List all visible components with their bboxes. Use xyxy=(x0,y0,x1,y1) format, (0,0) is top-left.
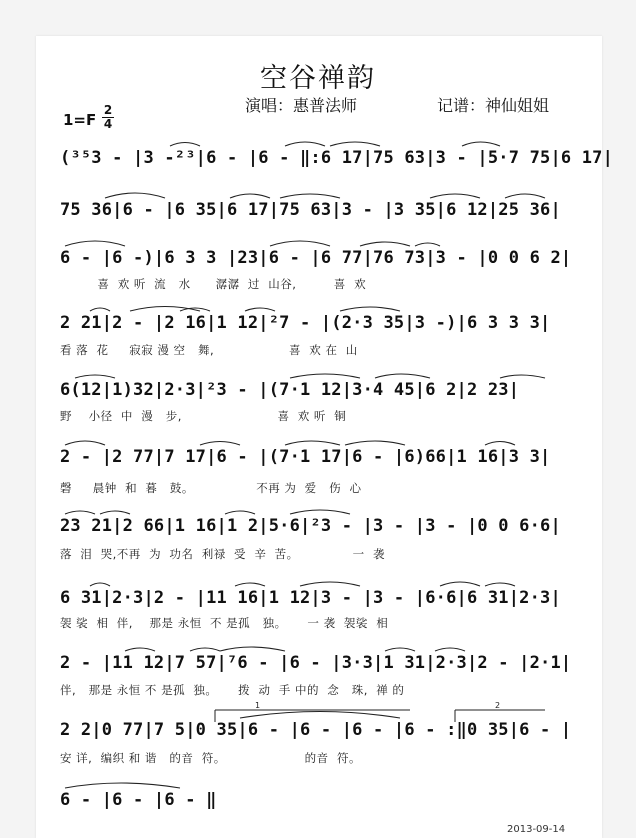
notation-row-10: 2 2|0 77|7 5|0 35|6 - |6 - |6 - |6 - :‖0 35|6 - | xyxy=(60,720,572,740)
lyrics-row-9: 伴, 那是 永恒 不 是孤 独。 拨 动 手 中的 念 珠, 禅 的 xyxy=(60,683,405,697)
lyrics-row-8: 袈 裟 相 伴, 那是 永恒 不 是孤 独。 一 袭 袈裟 相 xyxy=(60,616,389,630)
notation-row-11: 6 - |6 - |6 - ‖ xyxy=(60,790,217,810)
notation-row-4: 2 21|2 - |2 16|1 12|²7 - |(2·3 35|3 -)|6 3 3 3| xyxy=(60,313,551,333)
lyrics-row-6: 磬 晨钟 和 暮 鼓。 不再 为 爱 伤 心 xyxy=(60,481,362,495)
lyrics-row-10: 安 详, 编织 和 谐 的音 符。 的音 符。 xyxy=(60,751,361,765)
notation-row-9: 2 - |11 12|7 57|⁷6 - |6 - |3·3|1 31|2·3|2 - |2·1| xyxy=(60,653,572,673)
lyrics-row-3: 喜 欢 听 流 水 潺潺 过 山谷, 喜 欢 xyxy=(60,277,367,291)
notation-row-7: 23 21|2 66|1 16|1 2|5·6|²3 - |3 - |3 - |0 0 6·6| xyxy=(60,516,561,536)
notation-row-5: 6(12|1)32|2·3|²3 - |(7·1 12|3·4 45|6 2|2 23| xyxy=(60,380,520,400)
time-signature-bottom: 4 xyxy=(103,117,113,131)
date-stamp: 2013-09-14 xyxy=(507,824,566,835)
lyrics-row-7: 落 泪 哭,不再 为 功名 利禄 受 辛 苦。 一 袭 xyxy=(60,547,385,561)
time-signature-top: 2 xyxy=(103,103,113,117)
song-title: 空谷禅韵 xyxy=(260,63,376,94)
notator-credit: 记谱：神仙姐姐 xyxy=(437,96,550,115)
svg-text:2: 2 xyxy=(495,701,501,710)
notation-row-6: 2 - |2 77|7 17|6 - |(7·1 17|6 - |6)66|1 16|3 3| xyxy=(60,447,551,467)
notation-row-1: (³⁵3 - |3 -²³|6 - |6 - ‖:6 17|75 63|3 - |5·7 75|6 17| xyxy=(60,148,614,168)
notation-row-3: 6 - |6 -)|6 3 3 |23|6 - |6 77|76 73|3 - |0 0 6 2| xyxy=(60,248,572,268)
time-signature xyxy=(102,105,114,130)
notation-row-2: 75 36|6 - |6 35|6 17|75 63|3 - |3 35|6 12|25 36| xyxy=(60,200,561,220)
lyrics-row-4: 看 落 花 寂寂 漫 空 舞, 喜 欢 在 山 xyxy=(60,343,358,357)
svg-text:1: 1 xyxy=(255,701,261,710)
lyrics-row-5: 野 小径 中 漫 步, 喜 欢 听 铜 xyxy=(60,409,347,423)
notation-row-8: 6 31|2·3|2 - |11 16|1 12|3 - |3 - |6·6|6 31|2·3| xyxy=(60,588,561,608)
singer-credit: 演唱：惠普法师 xyxy=(245,96,358,115)
key-signature: 1=F xyxy=(63,111,97,129)
